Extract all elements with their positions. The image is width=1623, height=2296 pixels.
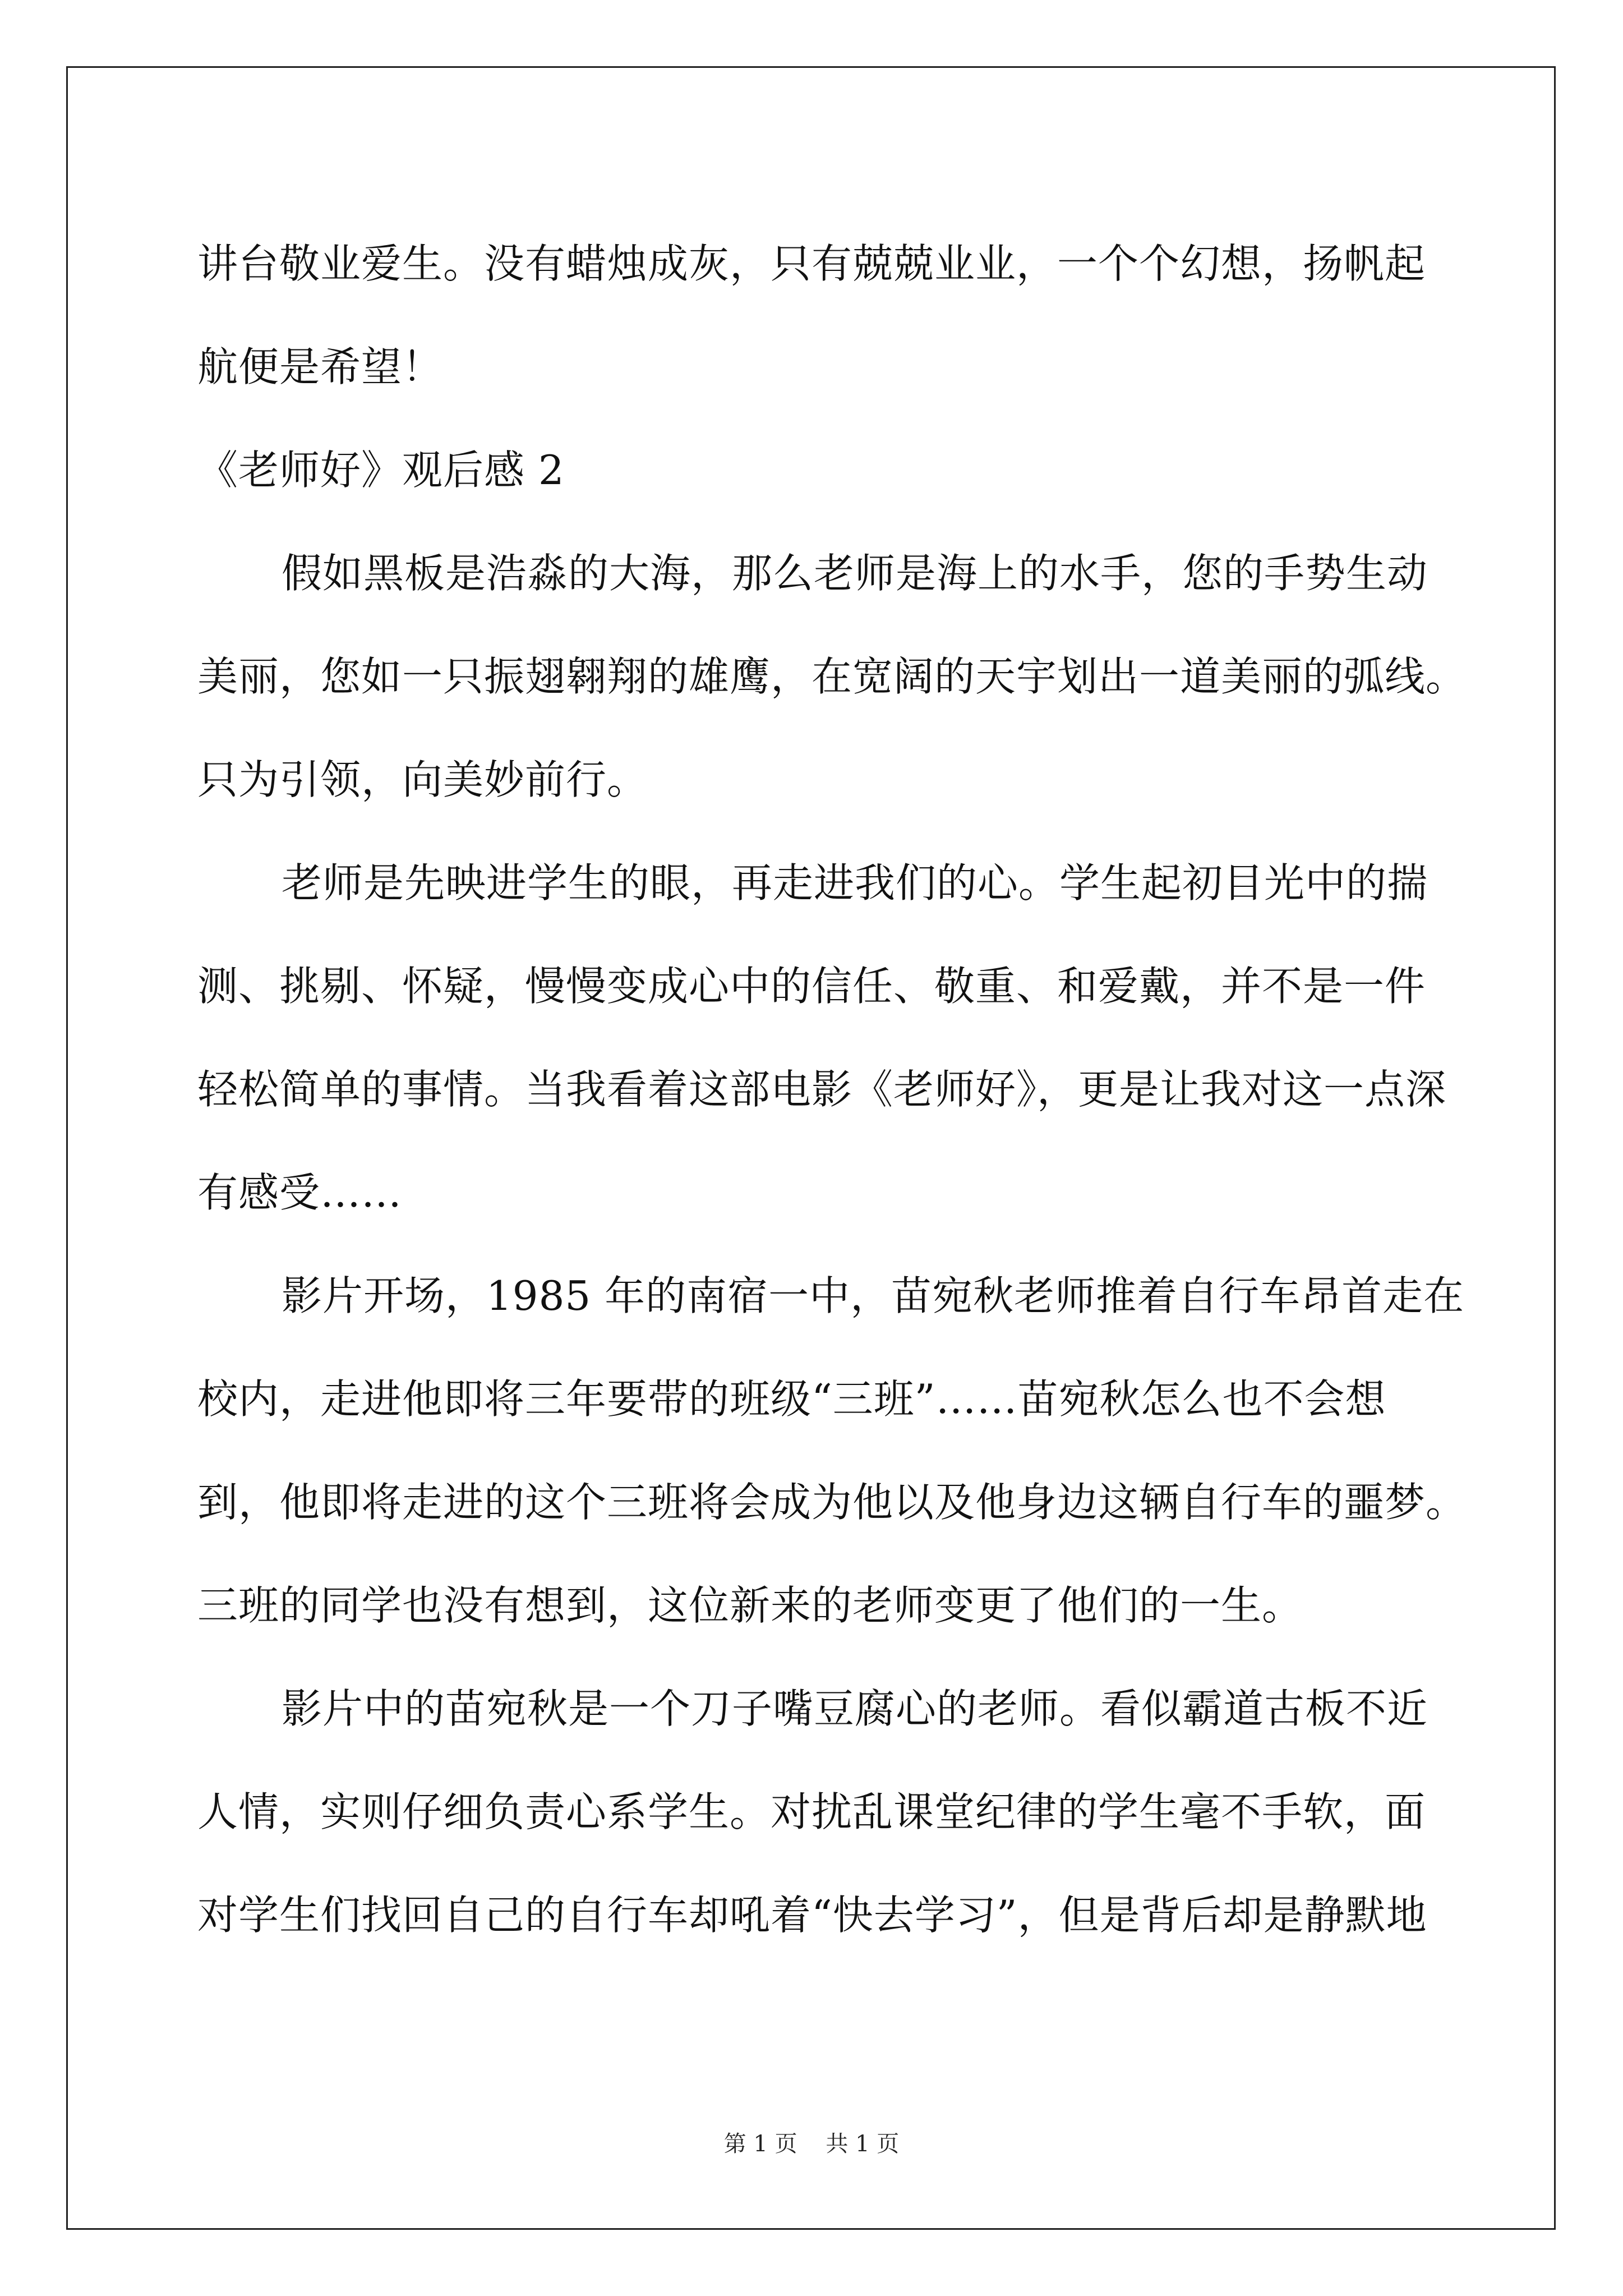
text-line: 对学生们找回自己的自行车却吼着“快去学习”，但是背后却是静默地 — [197, 1892, 1427, 1939]
text-line: 影片中的苗宛秋是一个刀子嘴豆腐心的老师。看似霸道古板不近 — [282, 1685, 1428, 1732]
text-line: 人情，实则仔细负责心系学生。对扰乱课堂纪律的学生毫不手软，面 — [197, 1788, 1426, 1835]
text-line: 美丽，您如一只振翅翱翔的雄鹰，在宽阔的天宇划出一道美丽的弧线。 — [197, 653, 1467, 700]
text-line: 讲台敬业爱生。没有蜡烛成灰，只有兢兢业业，一个个幻想，扬帆起 — [197, 240, 1426, 287]
text-line: 老师是先映进学生的眼，再走进我们的心。学生起初目光中的揣 — [282, 859, 1428, 907]
text-line: 假如黑板是浩淼的大海，那么老师是海上的水手，您的手势生动 — [282, 550, 1428, 597]
text-line: 只为引领，向美妙前行。 — [197, 756, 648, 803]
text-line: 航便是希望！ — [197, 343, 444, 390]
text-line: 测、挑剔、怀疑，慢慢变成心中的信任、敬重、和爱戴，并不是一件 — [197, 963, 1426, 1010]
text-line: 轻松简单的事情。当我看着这部电影《老师好》，更是让我对这一点深 — [197, 1066, 1447, 1113]
document-body — [197, 212, 1467, 1967]
text-line: 到，他即将走进的这个三班将会成为他以及他身边这辆自行车的噩梦。 — [197, 1479, 1467, 1526]
section-heading: 《老师好》观后感 2 — [197, 447, 565, 494]
text-line: 三班的同学也没有想到，这位新来的老师变更了他们的一生。 — [197, 1582, 1303, 1629]
page-footer: 第 1 页 共 1 页 — [723, 2131, 900, 2157]
text-line: 有感受…… — [197, 1169, 403, 1216]
text-line: 校内，走进他即将三年要带的班级“三班”……苗宛秋怎么也不会想 — [197, 1375, 1386, 1423]
text-line: 影片开场，1985 年的南宿一中，苗宛秋老师推着自行车昂首走在 — [282, 1272, 1465, 1319]
